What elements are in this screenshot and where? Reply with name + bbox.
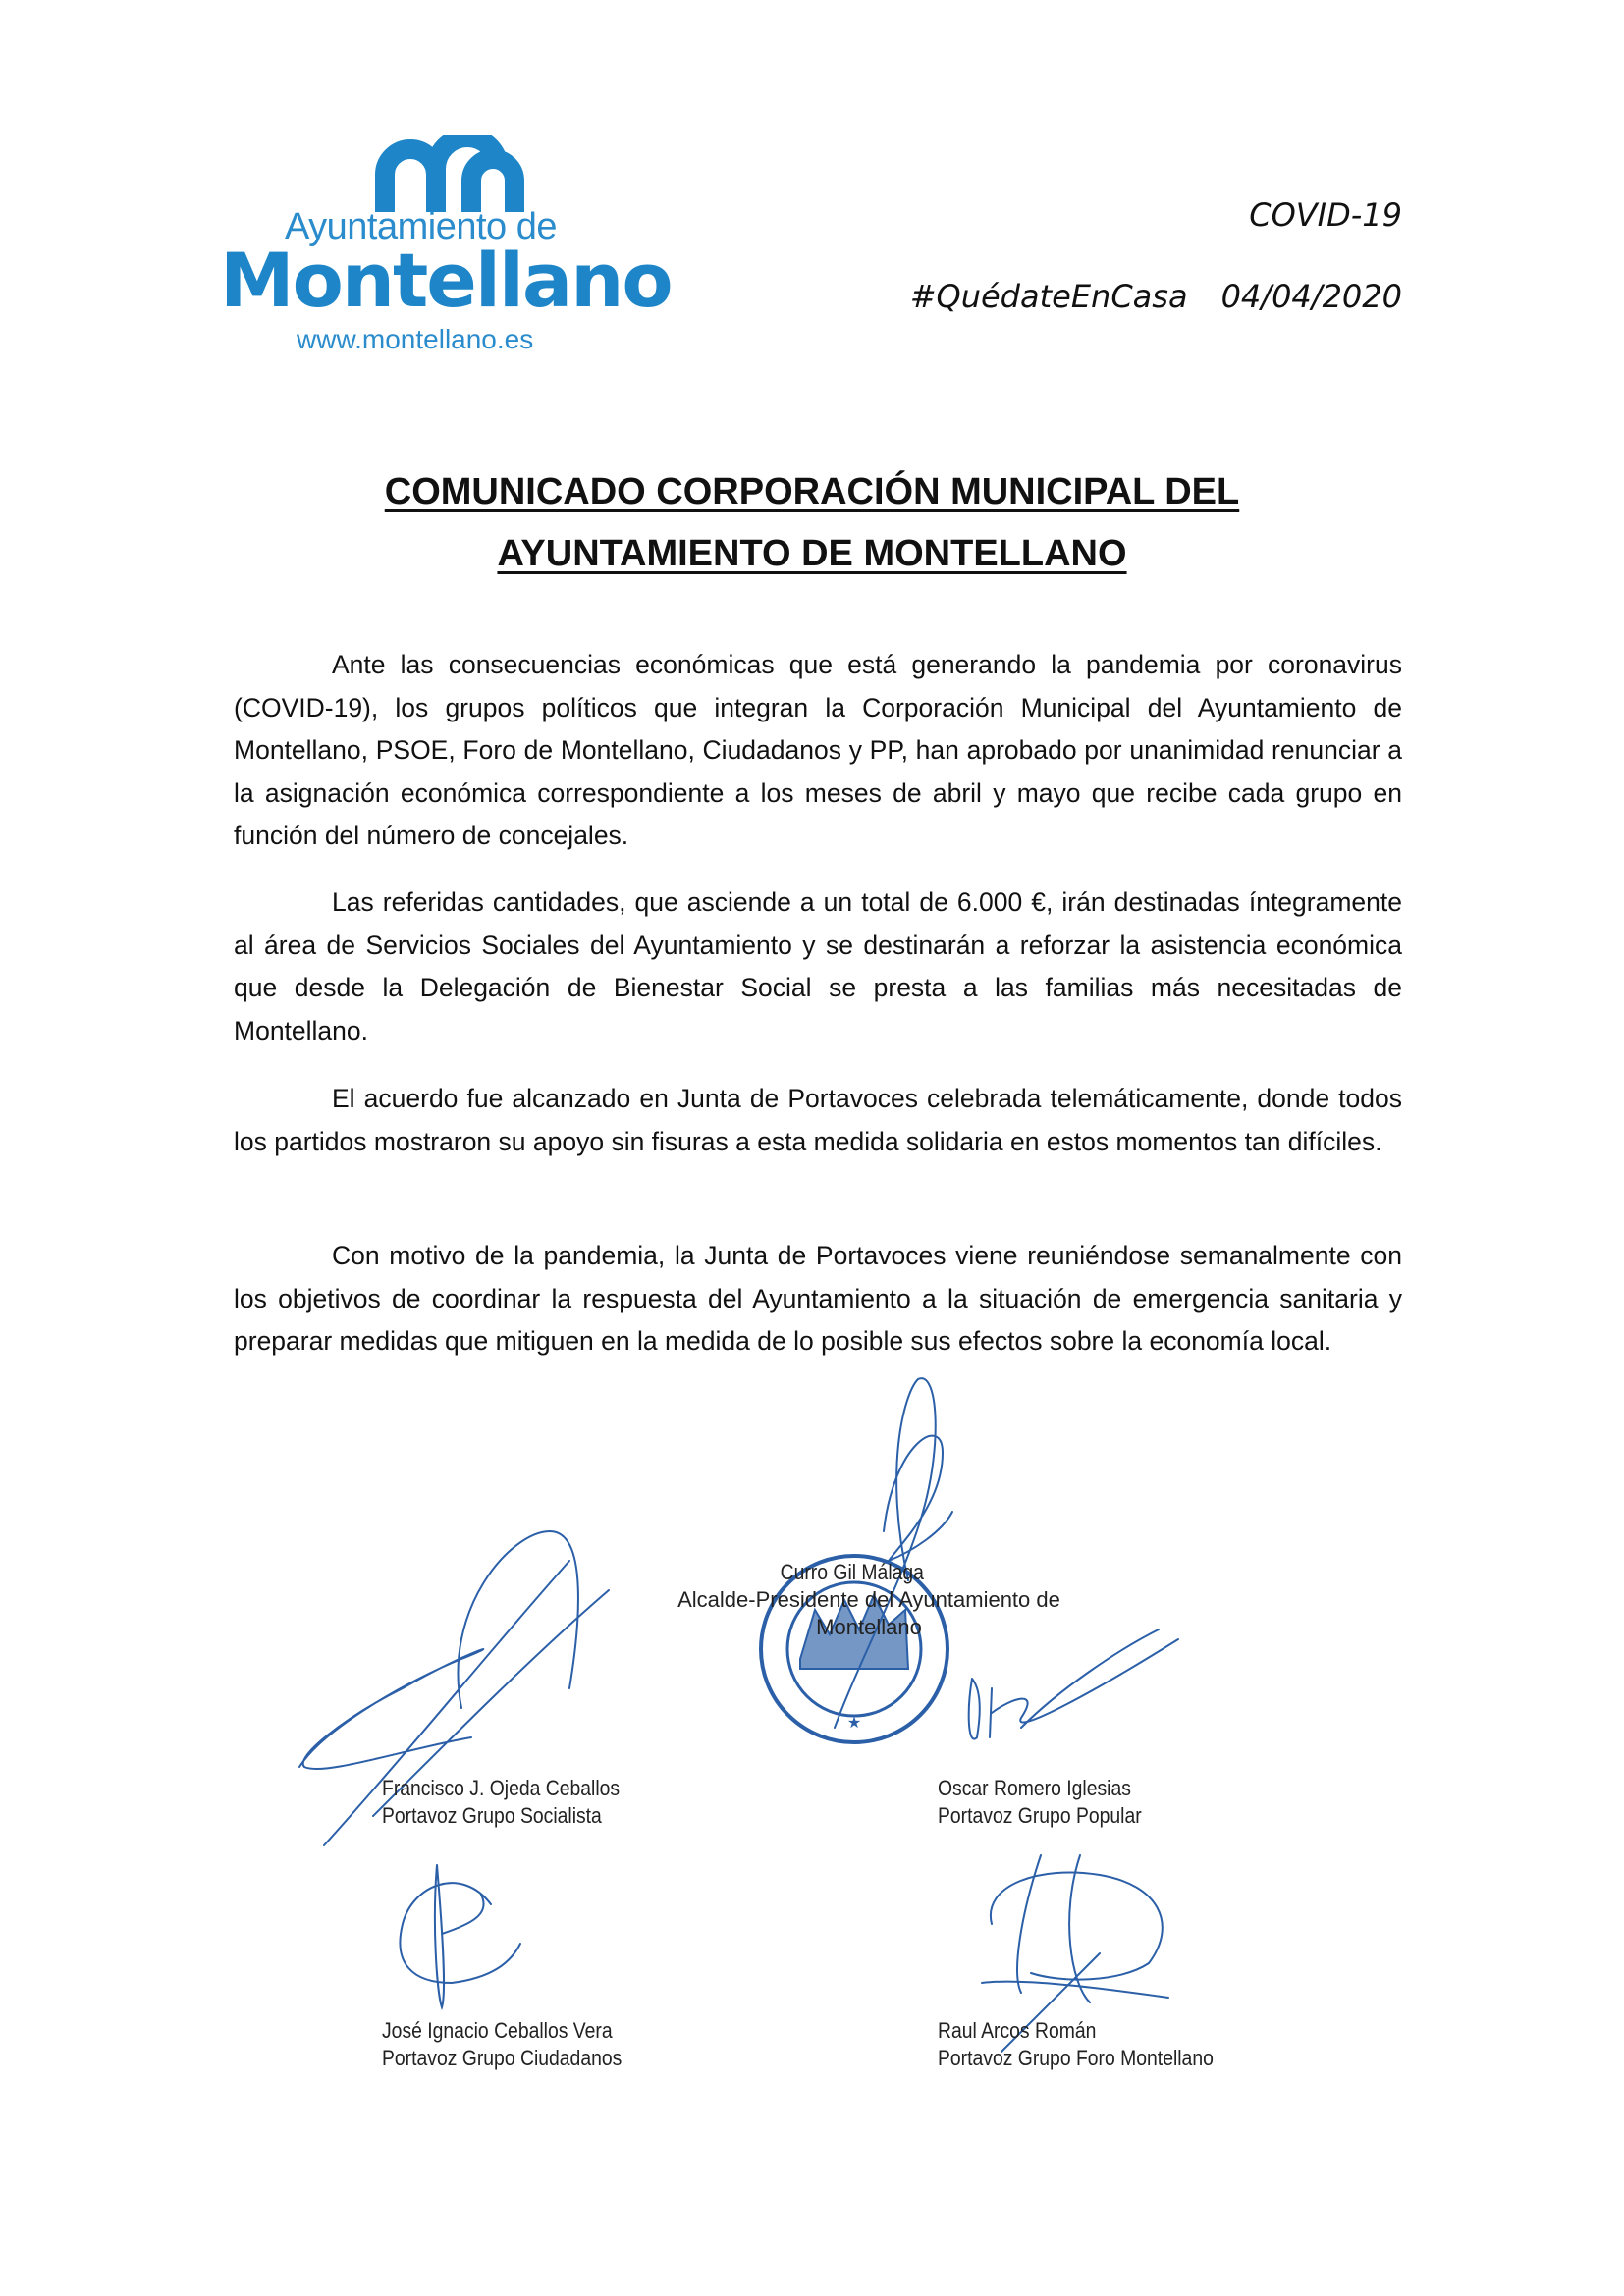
ceballos-signature-icon — [400, 1865, 520, 2007]
logo-website: www.montellano.es — [297, 324, 534, 354]
title-line-2: AYUNTAMIENTO DE MONTELLANO — [497, 533, 1127, 574]
logo-town-name: Montellano — [220, 237, 672, 324]
signatory-name: José Ignacio Ceballos Vera — [382, 2018, 613, 2043]
signatory-name: Oscar Romero Iglesias — [938, 1776, 1131, 1800]
mayor-role: Alcalde-Presidente del Ayuntamiento de Montellano — [677, 1587, 1060, 1639]
signatory-role: Portavoz Grupo Ciudadanos — [382, 2046, 623, 2070]
signatory-role: Portavoz Grupo Foro Montellano — [938, 2046, 1214, 2070]
signatory-role: Portavoz Grupo Popular — [938, 1803, 1142, 1828]
signatory-block — [938, 2017, 1214, 2072]
paragraph-text: Ante las consecuencias económicas que está generando la pandemia por coronavirus (COVID-19), los grupos políticos que integran la Corporación Municipal del Ayuntamiento de Montellano, PSOE, Foro de Montellano, Ciudadanos y PP, han aprobado por unanimidad renunciar a la asignación económica correspondiente a los meses de abril y mayo que recibe cada grupo en función del número de concejales. — [234, 650, 1402, 850]
signatory-block — [382, 2017, 622, 2072]
logo-subtitle: Ayuntamiento de — [285, 206, 557, 247]
signatory-role: Portavoz Grupo Socialista — [382, 1803, 602, 1828]
signatory-block — [938, 1775, 1142, 1830]
mayor-name: Curro Gil Málaga — [780, 1560, 924, 1584]
header-topic: COVID-19 — [1249, 196, 1402, 234]
signatory-block — [382, 1775, 620, 1830]
header-hashtag: #QuédateEnCasa — [909, 278, 1188, 315]
signatory-name: Raul Arcos Román — [938, 2018, 1097, 2043]
paragraph-text: Con motivo de la pandemia, la Junta de Portavoces viene reuniéndose semanalmente con los objetivos de coordinar la respuesta del Ayuntamiento a la situación de emergencia sanitaria y preparar medidas que mitiguen en la medida de lo posible sus efectos sobre la economía local. — [234, 1241, 1402, 1356]
svg-text:★: ★ — [846, 1715, 862, 1732]
header-date: 04/04/2020 — [1220, 278, 1402, 315]
romero-signature-icon — [969, 1629, 1178, 1739]
paragraph-text: El acuerdo fue alcanzado en Junta de Portavoces celebrada telemáticamente, donde todos los partidos mostraron su apoyo sin fisuras a esta medida solidaria en estos momentos tan difíciles. — [234, 1084, 1402, 1156]
mayor-signature-block — [633, 1559, 1105, 1641]
title-line-1: COMUNICADO CORPORACIÓN MUNICIPAL DEL — [384, 471, 1240, 512]
signatory-name: Francisco J. Ojeda Ceballos — [382, 1776, 621, 1800]
paragraph-text: Las referidas cantidades, que asciende a un total de 6.000 €, irán destinadas íntegramente al área de Servicios Sociales del Ayuntamiento y se destinarán a reforzar la asistencia económica que desde la Delegación de Bienestar Social se presta a las familias más necesitadas de Montellano. — [234, 887, 1402, 1045]
mayor-signature-icon — [835, 1378, 952, 1728]
